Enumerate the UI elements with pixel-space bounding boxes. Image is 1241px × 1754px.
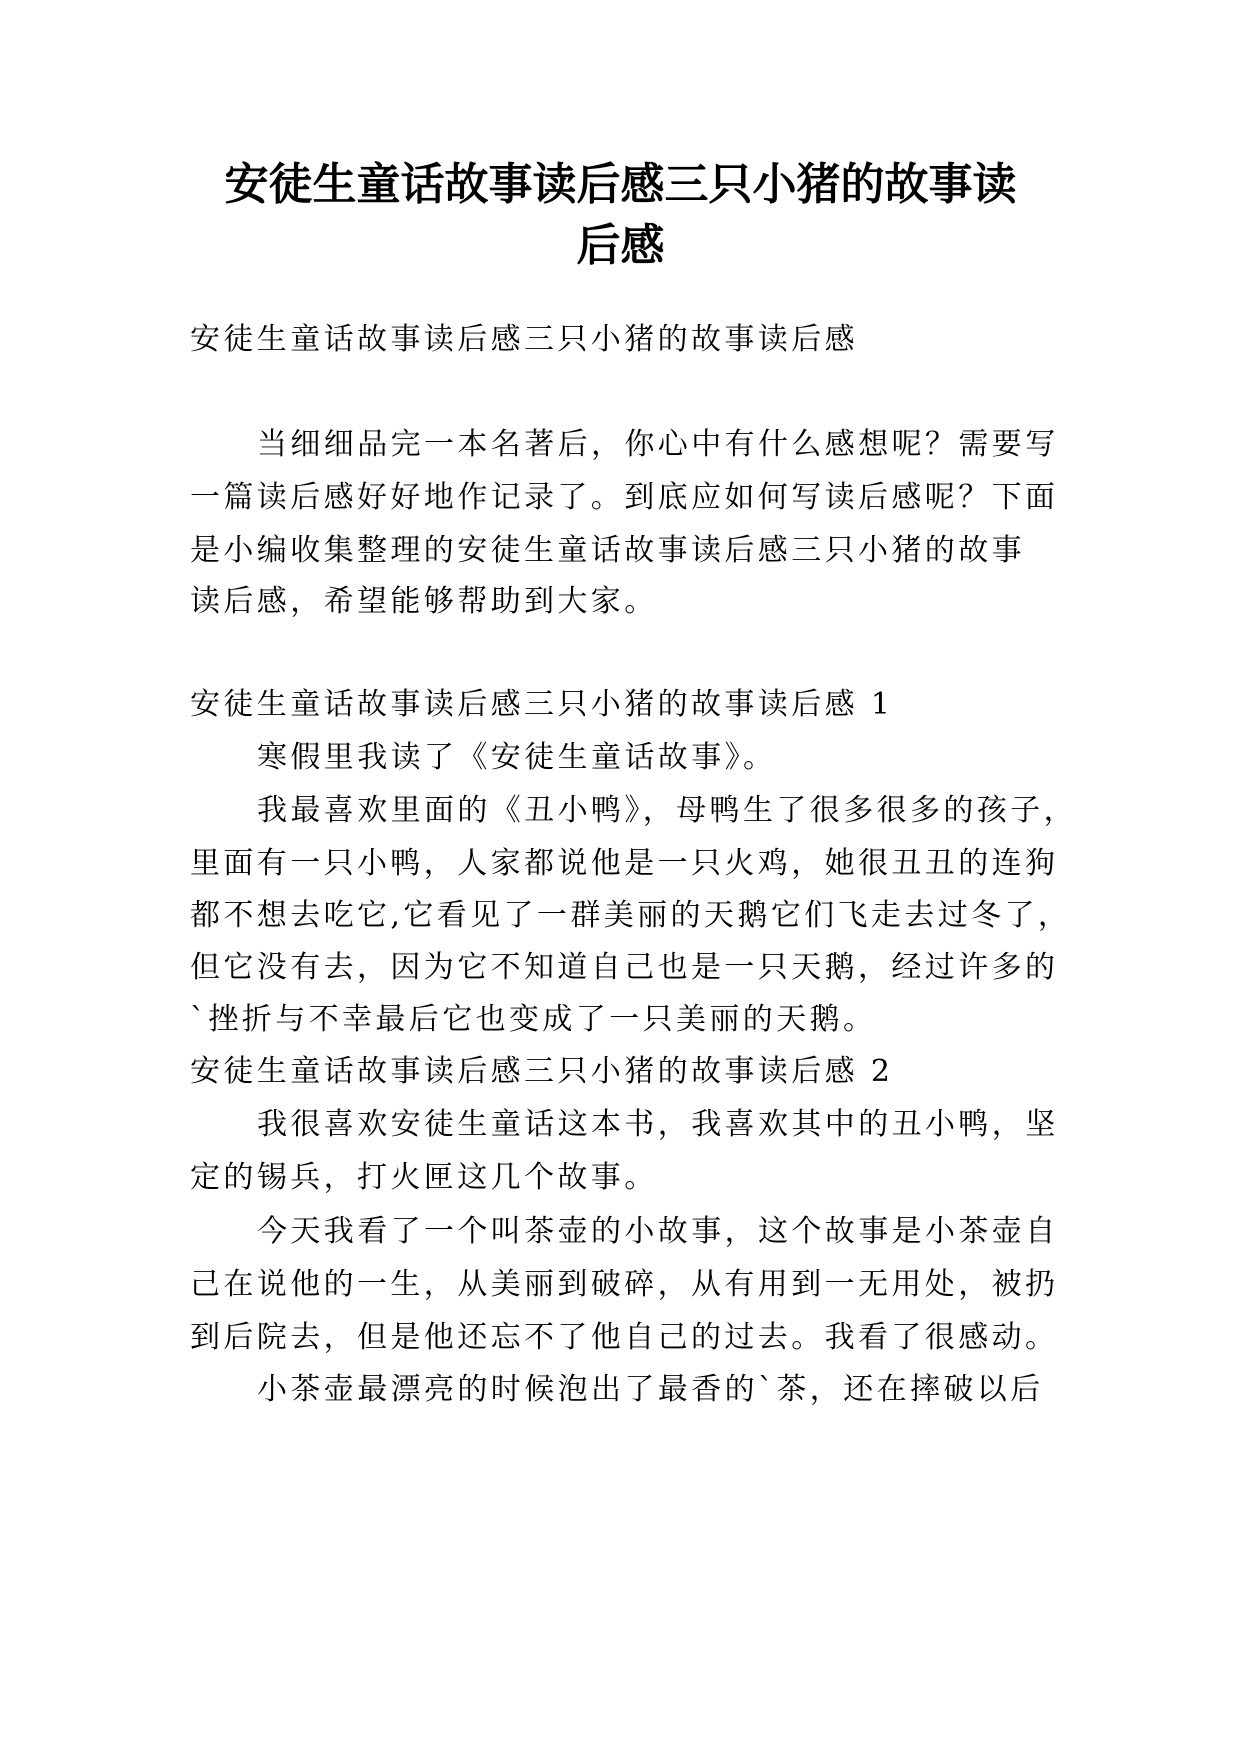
document-title-line-2: 后感	[576, 220, 665, 271]
body-line: 都不想去吃它,它看见了一群美丽的天鹅它们飞走去过冬了，	[190, 898, 1072, 933]
body-line: 我很喜欢安徒生童话这本书，我喜欢其中的丑小鸭，坚	[257, 1107, 1059, 1142]
intro-paragraph-line: 读后感，希望能够帮助到大家。	[190, 584, 658, 619]
section-heading-1: 安徒生童话故事读后感三只小猪的故事读后感 1	[190, 687, 894, 722]
body-line: 己在说他的一生，从美丽到破碎，从有用到一无用处，被扔	[190, 1267, 1059, 1302]
body-line: 寒假里我读了《安徒生童话故事》。	[257, 740, 777, 775]
body-line: `挫折与不幸最后它也变成了一只美丽的天鹅。	[190, 1002, 877, 1037]
body-line: 今天我看了一个叫茶壶的小故事，这个故事是小茶壶自	[257, 1214, 1059, 1249]
body-line: 但它没有去，因为它不知道自己也是一只天鹅，经过许多的	[190, 950, 1059, 985]
body-line: 小茶壶最漂亮的时候泡出了最香的`茶，还在摔破以后	[257, 1372, 1044, 1407]
intro-paragraph-line: 一篇读后感好好地作记录了。到底应如何写读后感呢？下面	[190, 480, 1059, 515]
body-line: 我最喜欢里面的《丑小鸭》，母鸭生了很多很多的孩子，	[257, 793, 1077, 828]
subtitle-line: 安徒生童话故事读后感三只小猪的故事读后感	[190, 322, 858, 357]
body-line: 里面有一只小鸭，人家都说他是一只火鸡，她很丑丑的连狗	[190, 846, 1059, 881]
body-line: 到后院去，但是他还忘不了他自己的过去。我看了很感动。	[190, 1320, 1059, 1355]
section-heading-2: 安徒生童话故事读后感三只小猪的故事读后感 2	[190, 1054, 894, 1089]
body-line: 定的锡兵，打火匣这几个故事。	[190, 1160, 658, 1195]
document-title-line-1: 安徒生童话故事读后感三只小猪的故事读	[224, 159, 1017, 210]
intro-paragraph-line: 当细细品完一本名著后，你心中有什么感想呢？需要写	[257, 427, 1059, 462]
intro-paragraph-line: 是小编收集整理的安徒生童话故事读后感三只小猪的故事	[190, 533, 1025, 568]
